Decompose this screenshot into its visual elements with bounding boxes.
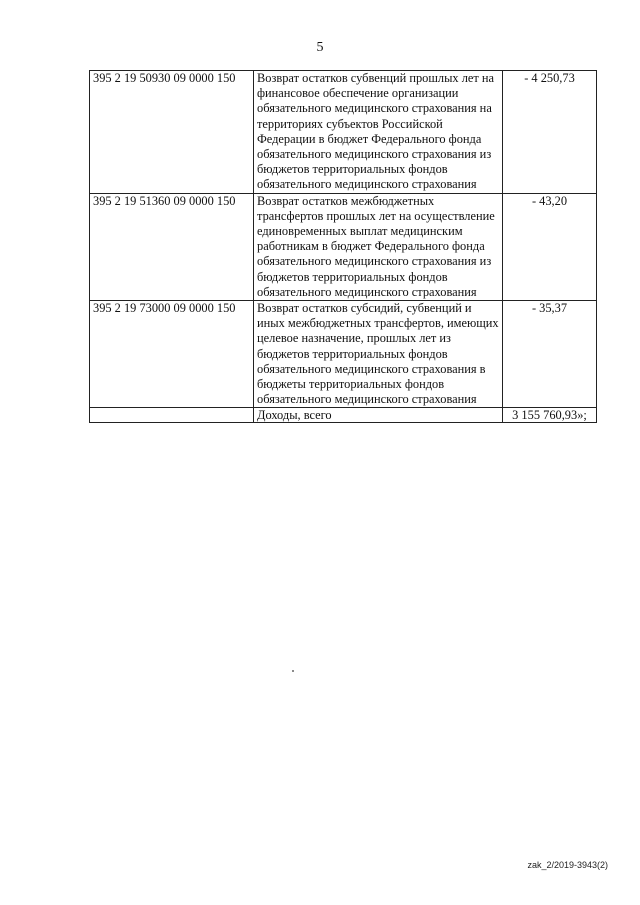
- total-row: [90, 408, 597, 423]
- revenue-table: [89, 70, 597, 423]
- table-row: [90, 71, 597, 194]
- budget-code-cell: 395 2 19 73000 09 0000 150: [90, 301, 254, 408]
- amount-cell: - 35,37: [503, 301, 597, 408]
- total-code-cell: [90, 408, 254, 423]
- revenue-name-cell: Возврат остатков субвенций прошлых лет на финансовое обеспечение организации обязательного медицинского страхования на территориях субъектов Российской Федерации в бюджет Федерального фонда обязательного медицинского страхования из бюджетов территориальных фондов обязательного медицинского страхования: [254, 71, 503, 194]
- budget-code-cell: 395 2 19 51360 09 0000 150: [90, 193, 254, 300]
- budget-code-cell: 395 2 19 50930 09 0000 150: [90, 71, 254, 194]
- revenue-name-cell: Возврат остатков субсидий, субвенций и иных межбюджетных трансфертов, имеющих целевое назначение, прошлых лет из бюджетов территориальных фондов обязательного медицинского страхования в бюджеты территориальных фондов обязательного медицинского страхования: [254, 301, 503, 408]
- table-row: [90, 301, 597, 408]
- page-number: 5: [316, 40, 324, 55]
- amount-cell: - 43,20: [503, 193, 597, 300]
- total-amount-cell: 3 155 760,93»;: [503, 408, 597, 423]
- scan-speck: [292, 670, 294, 672]
- revenue-name-cell: Возврат остатков межбюджетных трансфертов прошлых лет на осуществление единовременных выплат медицинским работникам в бюджет Федерального фонда обязательного медицинского страхования из бюджетов территориальных фондов обязательного медицинского страхования: [254, 193, 503, 300]
- document-reference: zak_2/2019-3943(2): [527, 860, 608, 870]
- table-row: [90, 193, 597, 300]
- amount-cell: - 4 250,73: [503, 71, 597, 194]
- total-label-cell: Доходы, всего: [254, 408, 503, 423]
